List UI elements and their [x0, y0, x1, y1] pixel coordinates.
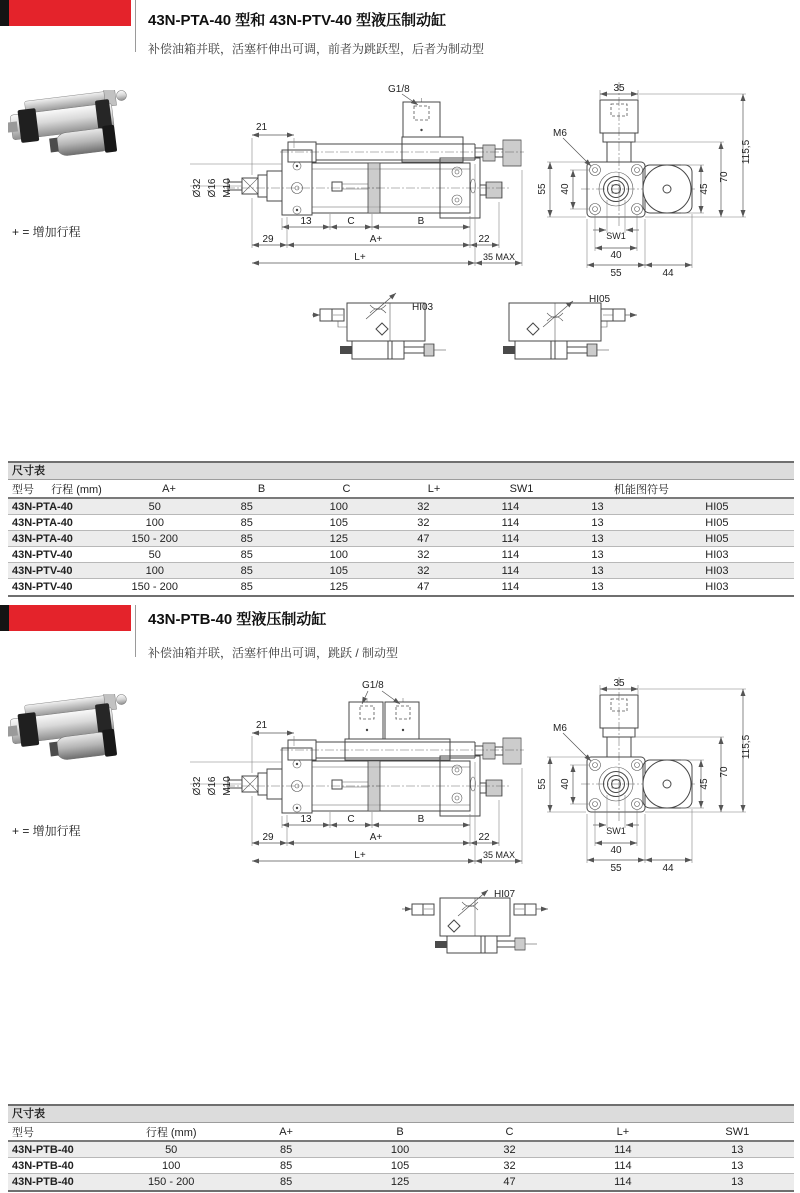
symbol-label: HI07	[494, 889, 516, 900]
cell: 85	[240, 516, 253, 529]
dim-label: Ø16	[207, 776, 218, 796]
dim-label: 55	[537, 778, 548, 790]
section1-badge-red	[9, 0, 131, 26]
model-cell: 43N-PTV-40	[12, 548, 73, 561]
dim-label: 45	[699, 183, 710, 195]
cell: 125	[329, 532, 348, 545]
side-view-drawing-1	[188, 78, 533, 274]
table-row	[8, 563, 794, 579]
cell: 50	[148, 548, 161, 561]
dim-label: 70	[719, 171, 730, 183]
cell: 85	[279, 1143, 293, 1156]
dim-label: Ø32	[192, 776, 203, 796]
cell: 13	[591, 548, 604, 561]
dim-label: SW1	[606, 231, 626, 241]
cell: 105	[329, 516, 348, 529]
dim-label: Ø16	[207, 178, 218, 198]
dim-label: 21	[256, 122, 268, 133]
col-header: SW1	[509, 482, 534, 495]
col-header: L+	[427, 482, 441, 495]
dim-label: B	[417, 216, 425, 227]
dim-label: 40	[610, 250, 622, 261]
cell: 114	[501, 564, 520, 577]
cell: 100	[145, 564, 164, 577]
table-row	[8, 1158, 794, 1174]
dim-label: 35 MAX	[482, 850, 516, 860]
cell: HI05	[705, 532, 729, 545]
dim-label: L+	[354, 252, 366, 263]
dim-label: SW1	[606, 826, 626, 836]
cell: 50	[148, 500, 161, 513]
cell: 13	[591, 532, 604, 545]
dim-label: 115,5	[741, 734, 752, 760]
section1-divider	[135, 0, 136, 52]
cell: 114	[501, 516, 520, 529]
section2-title: 43N-PTB-40 型液压制动缸	[148, 611, 327, 628]
cell: 32	[503, 1143, 516, 1156]
dim-label: A+	[369, 234, 383, 245]
table-header-row	[8, 480, 794, 499]
cell: 114	[501, 581, 520, 593]
dim-label: M10	[222, 178, 233, 198]
dim-label: 22	[478, 832, 490, 843]
cell: 150 - 200	[147, 1176, 195, 1188]
cell: 114	[614, 1176, 632, 1188]
table-row	[8, 579, 794, 597]
cell: 85	[240, 581, 253, 593]
table-row	[8, 499, 794, 515]
model-cell: 43N-PTB-40	[12, 1159, 74, 1172]
cell: 114	[614, 1143, 632, 1156]
col-header: B	[257, 482, 266, 495]
cell: 13	[591, 564, 604, 577]
cell: 150 - 200	[131, 581, 178, 593]
cell: HI03	[705, 564, 729, 577]
model-cell: 43N-PTB-40	[12, 1176, 74, 1188]
col-header: B	[396, 1125, 404, 1138]
col-header: 行程 (mm)	[51, 483, 102, 496]
dim-label: C	[347, 216, 355, 227]
dim-label: G1/8	[388, 84, 410, 95]
col-header: A+	[162, 482, 176, 495]
cell: 47	[503, 1176, 516, 1188]
cell: 150 - 200	[131, 532, 178, 545]
cell: 125	[329, 581, 348, 593]
col-header: C	[505, 1125, 514, 1138]
table-row	[8, 547, 794, 563]
dim-label: L+	[354, 850, 366, 861]
dim-label: 21	[256, 720, 268, 731]
dim-label: 55	[610, 863, 622, 873]
cell: 32	[503, 1159, 516, 1172]
dim-label: M6	[553, 128, 567, 139]
table-header-row	[8, 1123, 794, 1142]
dim-label: 13	[300, 216, 312, 227]
cell: 85	[279, 1159, 293, 1172]
table-row	[8, 531, 794, 547]
dimension-table-2	[8, 1104, 794, 1192]
cell: 100	[329, 500, 348, 513]
dim-label: 35 MAX	[482, 252, 516, 262]
table-caption: 尺寸表	[8, 463, 794, 480]
dim-label: 35	[613, 678, 625, 689]
dim-label: C	[347, 814, 355, 825]
end-view-drawing-2	[535, 673, 765, 873]
cell: 85	[240, 532, 253, 545]
section1-subtitle: 补偿油箱并联，活塞杆伸出可调，前者为跳跃型，后者为制动型	[148, 42, 485, 56]
cell: 85	[240, 564, 253, 577]
cell: 13	[731, 1159, 744, 1172]
section2-badge-black	[0, 605, 9, 631]
col-header: C	[342, 482, 351, 495]
section2-divider	[135, 605, 136, 657]
cell: 85	[240, 500, 253, 513]
cell: 32	[417, 564, 430, 577]
model-cell: 43N-PTV-40	[12, 581, 73, 593]
col-header: L+	[616, 1125, 630, 1138]
cell: 47	[417, 532, 430, 545]
dim-label: 45	[699, 778, 710, 790]
section1-badge-black	[0, 0, 9, 26]
cell: 47	[417, 581, 430, 593]
col-header: 行程 (mm)	[145, 1126, 197, 1139]
cell: 100	[390, 1143, 410, 1156]
function-symbol-hi07	[402, 884, 567, 962]
dim-label: 40	[560, 778, 571, 790]
table-caption: 尺寸表	[8, 1106, 794, 1123]
col-header: SW1	[725, 1125, 750, 1138]
product-photo-1	[8, 90, 133, 174]
dim-label: 55	[610, 268, 622, 278]
cell: 32	[417, 516, 430, 529]
symbol-label: HI05	[589, 294, 611, 305]
cell: 13	[591, 581, 604, 593]
cell: HI05	[705, 500, 729, 513]
dim-label: 44	[662, 863, 674, 873]
dim-label: 35	[613, 83, 625, 94]
cell: 85	[279, 1176, 293, 1188]
model-cell: 43N-PTA-40	[12, 500, 73, 513]
section2-badge-red	[9, 605, 131, 631]
cell: 125	[390, 1176, 410, 1188]
model-cell: 43N-PTA-40	[12, 532, 73, 545]
dim-label: M10	[222, 776, 233, 796]
dim-label: 44	[662, 268, 674, 278]
cell: 13	[731, 1143, 744, 1156]
cell: HI05	[705, 516, 729, 529]
cell: 13	[591, 500, 604, 513]
dim-label: 40	[610, 845, 622, 856]
cell: 105	[329, 564, 348, 577]
function-symbol-hi03	[312, 289, 462, 369]
cell: 114	[614, 1159, 632, 1172]
dim-label: B	[417, 814, 425, 825]
stroke-note-1: + = 增加行程	[12, 225, 81, 239]
cell: HI03	[705, 581, 729, 593]
dimension-table-1	[8, 461, 794, 597]
cell: 105	[390, 1159, 410, 1172]
table-row	[8, 1142, 794, 1158]
dim-label: 70	[719, 766, 730, 778]
dim-label: 40	[560, 183, 571, 195]
model-cell: 43N-PTA-40	[12, 516, 73, 529]
dim-label: 13	[300, 814, 312, 825]
dim-label: A+	[369, 832, 383, 843]
dim-label: 22	[478, 234, 490, 245]
dim-label: Ø32	[192, 178, 203, 198]
cell: 100	[329, 548, 348, 561]
dim-label: 29	[262, 832, 274, 843]
product-photo-2	[8, 694, 133, 778]
end-view-drawing-1	[535, 78, 765, 278]
symbol-label: HI03	[412, 302, 434, 313]
cell: 32	[417, 500, 430, 513]
function-symbol-hi05	[497, 289, 650, 369]
cell: 13	[731, 1176, 744, 1188]
cell: 85	[240, 548, 253, 561]
side-view-drawing-2	[188, 676, 533, 872]
cell: 114	[501, 500, 520, 513]
dim-label: 29	[262, 234, 274, 245]
cell: HI03	[705, 548, 729, 561]
cell: 13	[591, 516, 604, 529]
cell: 114	[501, 548, 520, 561]
table-row	[8, 515, 794, 531]
cell: 100	[162, 1159, 181, 1172]
cell: 50	[165, 1143, 178, 1156]
table-row	[8, 1174, 794, 1192]
section1-title: 43N-PTA-40 型和 43N-PTV-40 型液压制动缸	[148, 12, 447, 29]
stroke-note-2: + = 增加行程	[12, 824, 81, 838]
dim-label: G1/8	[362, 680, 384, 691]
dim-label: 55	[537, 183, 548, 195]
col-header: 机能图符号	[614, 483, 669, 496]
cell: 100	[145, 516, 164, 529]
cell: 114	[501, 532, 520, 545]
dim-label: 115,5	[741, 139, 752, 165]
model-cell: 43N-PTB-40	[12, 1143, 74, 1156]
model-cell: 43N-PTV-40	[12, 564, 73, 577]
col-header: A+	[279, 1125, 293, 1138]
section2-subtitle: 补偿油箱并联，活塞杆伸出可调，跳跃 / 制动型	[148, 646, 399, 660]
col-header: 型号	[12, 1126, 34, 1139]
cell: 32	[417, 548, 430, 561]
dim-label: M6	[553, 723, 567, 734]
col-header: 型号	[12, 483, 34, 496]
